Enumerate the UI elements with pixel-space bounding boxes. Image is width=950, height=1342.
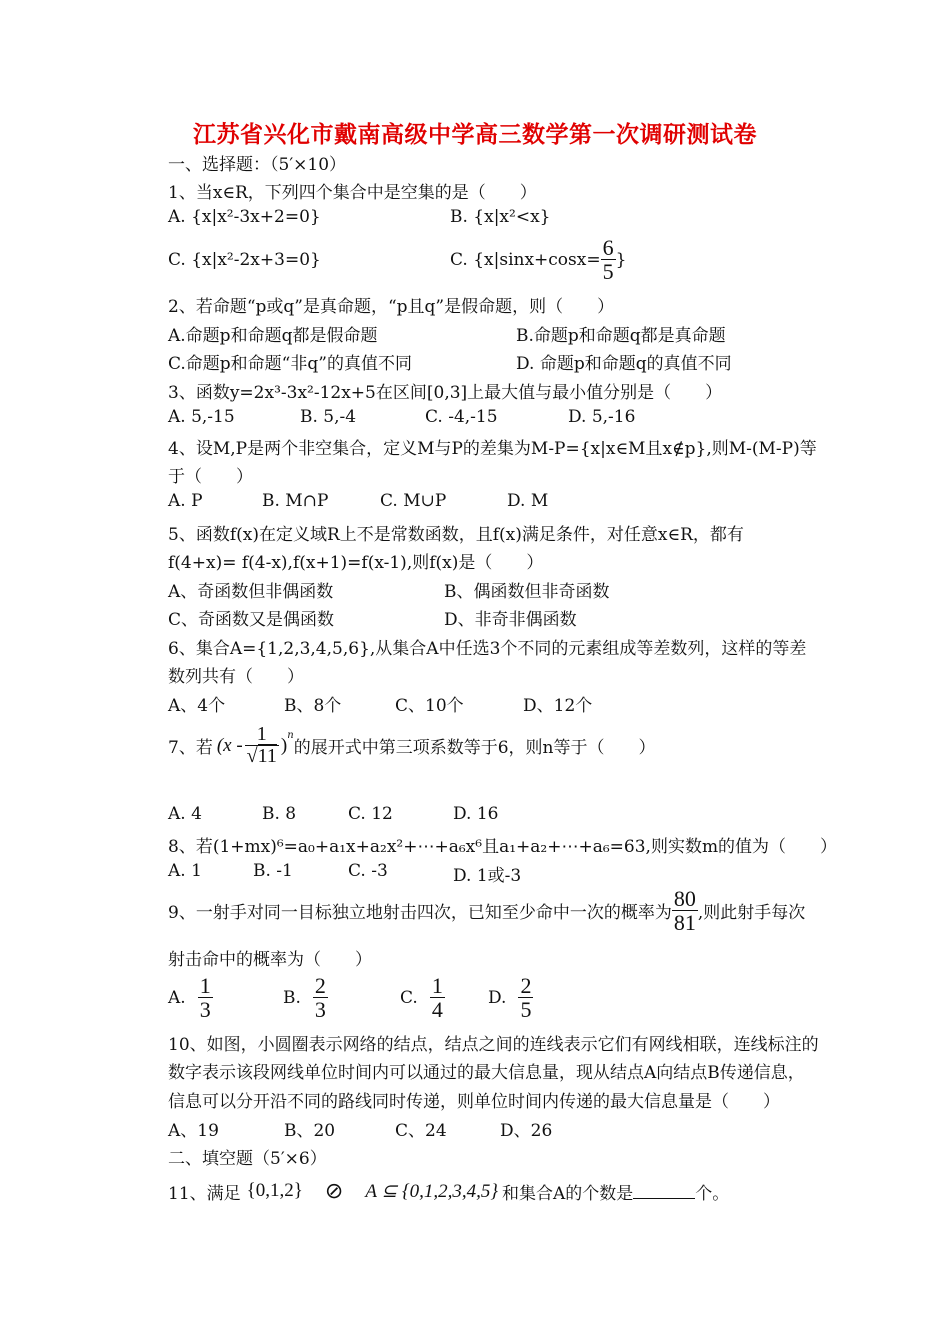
q9-option-b-fraction: [313, 974, 328, 1021]
q11-tail: 个。: [695, 1183, 730, 1204]
q9-fraction: [672, 887, 698, 934]
q4-option-b: B. M∩P: [262, 491, 329, 511]
q9-option-d: [488, 974, 533, 1021]
q1-option-a: A. {x|x²-3x+2=0}: [168, 207, 321, 227]
question-11-stem: [168, 1178, 729, 1204]
q1-option-d-fraction: [601, 236, 616, 283]
q1-option-b: B. {x|x²<x}: [450, 207, 551, 227]
q9-option-c: [400, 974, 445, 1021]
question-2-stem: 2、若命题“p或q”是真命题，“p且q”是假命题，则（ ）: [168, 297, 615, 317]
q8-option-d: D. 1或-3: [453, 866, 522, 886]
q1-option-d-denominator: 5: [602, 259, 614, 285]
q3-option-a: A. 5,-15: [168, 407, 235, 427]
q9-option-c-label: C.: [400, 987, 418, 1008]
q9-option-b-numerator: 2: [314, 973, 326, 998]
q5-option-c: C、奇函数又是偶函数: [168, 610, 335, 630]
q1-option-d-prefix: C. {x|sinx+cosx=: [450, 249, 601, 270]
q10-option-c: C、24: [395, 1121, 447, 1141]
q9-option-d-label: D.: [488, 987, 507, 1008]
question-10-stem-line1: 10、如图，小圆圈表示网络的结点，结点之间的连线表示它们有网线相联，连线标注的: [168, 1035, 819, 1055]
q1-option-d-numerator: 6: [602, 235, 614, 260]
q5-option-d: D、非奇非偶函数: [444, 610, 577, 630]
q9-denominator: 81: [673, 910, 696, 936]
q9-option-b-label: B.: [283, 987, 301, 1008]
q1-option-d: [450, 236, 626, 283]
q9-option-c-fraction: [430, 974, 445, 1021]
q7-prefix: 7、若: [168, 738, 213, 758]
question-4-stem-line1: 4、设M,P是两个非空集合，定义M与P的差集为M-P={x|x∈M且x∉p},则M-(M-P)等: [168, 439, 817, 459]
q5-option-a: A、奇函数但非偶函数: [168, 582, 334, 602]
q10-option-d: D、26: [500, 1121, 553, 1141]
q9-option-d-numerator: 2: [520, 973, 532, 998]
q4-option-a: A. P: [168, 491, 203, 511]
section-heading-choice: 一、选择题：（5′×10）: [168, 155, 347, 175]
q11-answer-blank[interactable]: [633, 1184, 695, 1199]
section-heading-fill: 二、填空题（5′×6）: [168, 1149, 327, 1169]
question-4-stem-line2: 于（ ）: [168, 467, 253, 487]
q7-option-d: D. 16: [453, 804, 499, 824]
q8-option-a: A. 1: [168, 861, 202, 881]
q9-option-a: [168, 974, 213, 1021]
q7-fraction: [245, 724, 279, 767]
question-8-stem: 8、若(1+mx)⁶=a₀+a₁x+a₂x²+⋯+a₆x⁶且a₁+a₂+⋯+a₆=63,则实数m的值为（ ）: [168, 837, 838, 857]
q9-option-a-denominator: 3: [199, 997, 211, 1023]
question-9-stem-line2: 射击命中的概率为（ ）: [168, 950, 372, 970]
q9-option-a-fraction: [198, 974, 213, 1021]
q6-option-d: D、12个: [523, 696, 593, 716]
q4-option-c: C. M∪P: [380, 491, 447, 511]
q8-option-b: B. -1: [253, 861, 293, 881]
q9-option-b: [283, 974, 328, 1021]
q9-option-d-denominator: 5: [520, 997, 532, 1023]
q1-option-d-suffix: }: [615, 249, 627, 270]
q7-expr-close: ): [280, 734, 288, 756]
q11-suffix: 和集合A的个数是: [501, 1183, 634, 1204]
q7-option-a: A. 4: [168, 804, 202, 824]
q10-option-b: B、20: [284, 1121, 336, 1141]
q7-denominator: √11: [246, 745, 277, 767]
q11-set-small: {0,1,2}: [246, 1180, 303, 1201]
question-1-stem: 1、当x∈R，下列四个集合中是空集的是（ ）: [168, 183, 537, 203]
q9-option-c-numerator: 1: [431, 973, 443, 998]
question-6-stem-line1: 6、集合A={1,2,3,4,5,6},从集合A中任选3个不同的元素组成等差数列，这样的等差: [168, 639, 807, 659]
q11-proper-subset-symbol: ⊘: [324, 1178, 344, 1203]
question-3-stem: 3、函数y=2x³-3x²-12x+5在区间[0,3]上最大值与最小值分别是（ ）: [168, 383, 723, 403]
q3-option-b: B. 5,-4: [300, 407, 357, 427]
question-6-stem-line2: 数列共有（ ）: [168, 667, 304, 687]
q7-radicand: 11: [257, 745, 277, 767]
q11-set-large: A ⊆ {0,1,2,3,4,5}: [365, 1180, 498, 1202]
q9-option-d-fraction: [518, 974, 533, 1021]
q7-exponent: n: [287, 730, 294, 741]
question-10-stem-line3: 信息可以分开沿不同的路线同时传递，则单位时间内传递的最大信息量是（ ）: [168, 1092, 780, 1112]
q9-prefix: 9、一射手对同一目标独立地射击四次，已知至少命中一次的概率为: [168, 903, 672, 924]
question-7-stem: [168, 724, 655, 767]
q9-numerator: 80: [673, 886, 696, 911]
q7-suffix: 的展开式中第三项系数等于6，则n等于（ ）: [293, 738, 656, 758]
q1-option-c: C. {x|x²-2x+3=0}: [168, 250, 321, 270]
page-title: 江苏省兴化市戴南高级中学高三数学第一次调研测试卷: [193, 121, 757, 148]
question-5-stem-line2: f(4+x)= f(4-x),f(x+1)=f(x-1),则f(x)是（ ）: [168, 553, 544, 573]
question-9-stem-line1: [168, 887, 805, 934]
q3-option-c: C. -4,-15: [425, 407, 498, 427]
q7-numerator: 1: [256, 723, 267, 745]
q7-option-c: C. 12: [348, 804, 393, 824]
q11-prefix: 11、满足: [168, 1183, 241, 1204]
q9-suffix: ,则此射手每次: [697, 903, 806, 924]
q6-option-b: B、8个: [284, 696, 342, 716]
q9-option-a-label: A.: [168, 987, 186, 1008]
q9-option-b-denominator: 3: [314, 997, 326, 1023]
question-5-stem-line1: 5、函数f(x)在定义域R上不是常数函数，且f(x)满足条件，对任意x∈R，都有: [168, 525, 744, 545]
q3-option-d: D. 5,-16: [568, 407, 636, 427]
q10-option-a: A、19: [168, 1121, 219, 1141]
q7-expr-open: (x -: [216, 734, 243, 756]
question-10-stem-line2: 数字表示该段网线单位时间内可以通过的最大信息量，现从结点A向结点B传递信息，: [168, 1063, 805, 1083]
q5-option-b: B、偶函数但非奇函数: [444, 582, 610, 602]
q9-option-c-denominator: 4: [431, 997, 443, 1023]
q9-option-a-numerator: 1: [199, 973, 211, 998]
q8-option-c: C. -3: [348, 861, 388, 881]
q2-option-a: A.命题p和命题q都是假命题: [168, 326, 378, 346]
q2-option-d: D. 命题p和命题q的真值不同: [516, 354, 732, 374]
q2-option-b: B.命题p和命题q都是真命题: [516, 326, 726, 346]
q2-option-c: C.命题p和命题“非q”的真值不同: [168, 354, 412, 374]
q6-option-a: A、4个: [168, 696, 226, 716]
q7-option-b: B. 8: [262, 804, 297, 824]
q6-option-c: C、10个: [395, 696, 464, 716]
q4-option-d: D. M: [507, 491, 549, 511]
